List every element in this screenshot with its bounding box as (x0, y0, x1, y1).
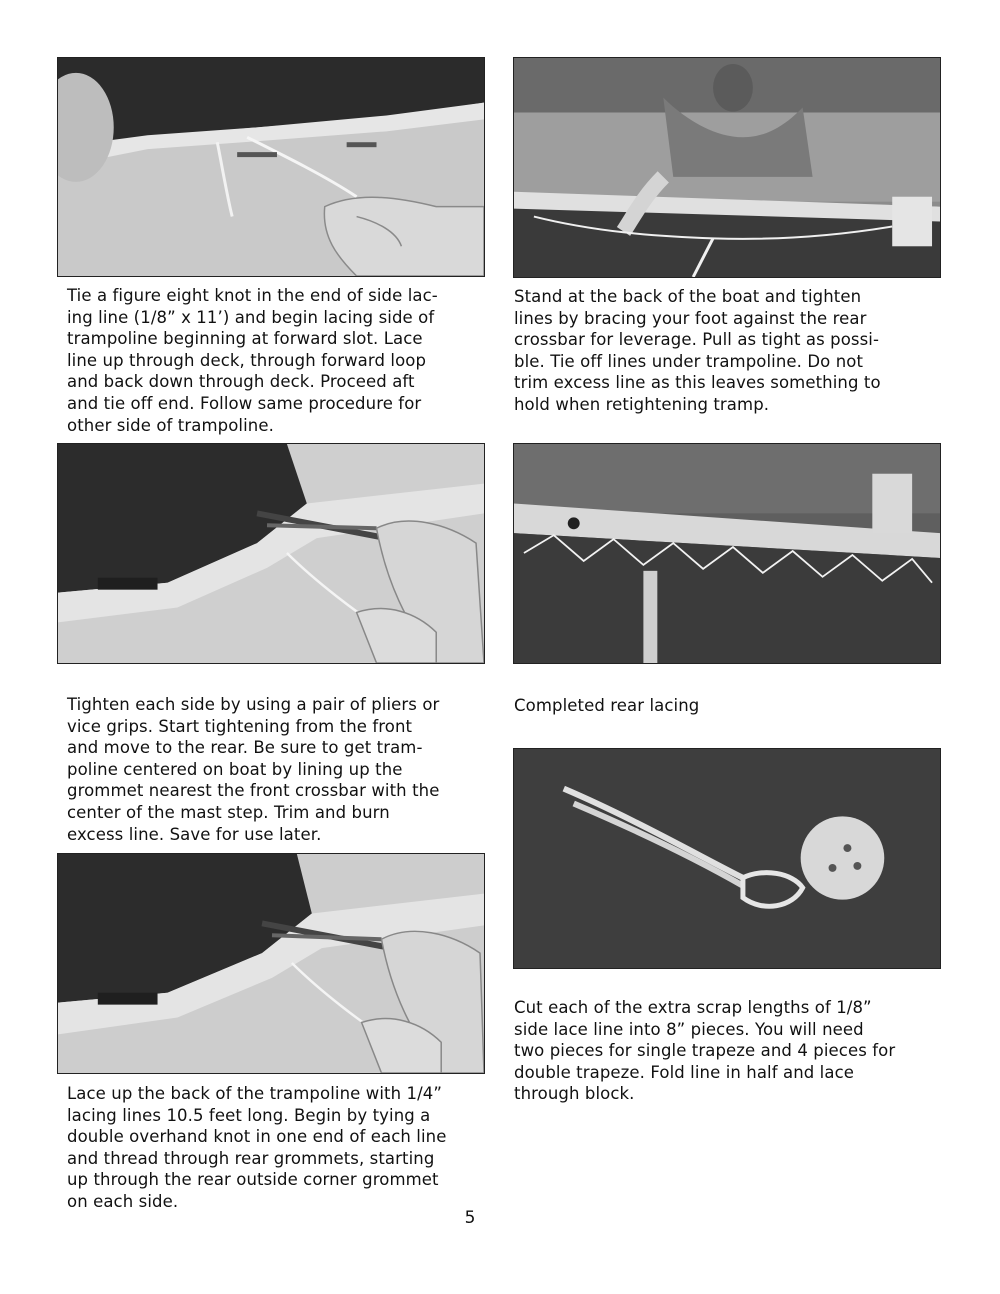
photo-tighten-with-pliers (57, 443, 485, 664)
photo-lace-up-back (57, 853, 485, 1074)
caption-completed-rear-lacing: Completed rear lacing (514, 696, 700, 715)
photo-stand-at-back (513, 57, 941, 278)
caption-stand-at-back: Stand at the back of the boat and tighten lines by bracing your foot against the rear crossbar for leverage. Pull as tight as possi- ble. Tie off lines under trampoline. Do not trim excess line as this leaves something to hold when retightening tramp. (514, 287, 881, 414)
photo-trapeze-block (513, 748, 941, 969)
photo-figure-eight-knot (57, 57, 485, 277)
photo-completed-rear-lacing (513, 443, 941, 664)
caption-tighten-with-pliers: Tighten each side by using a pair of pliers or vice grips. Start tightening from the front and move to the rear. Be sure to get tram- poline centered on boat by lining up the grommet nearest the front crossbar with the center of the mast step. Trim and burn excess line. Save for use later. (67, 695, 440, 844)
page-number: 5 (464, 1208, 476, 1228)
caption-figure-eight-knot: Tie a figure eight knot in the end of side lac- ing line (1/8” x 11’) and begin lacing side of trampoline beginning at forward slot. Lace line up through deck, through forward loop and back down through deck. Proceed aft and tie off end. Follow same procedure for other side of trampoline. (67, 286, 438, 435)
caption-lace-up-back: Lace up the back of the trampoline with 1/4” lacing lines 10.5 feet long. Begin by tying a double overhand knot in one end of each line and thread through rear grommets, starting up through the rear outside corner grommet on each side. (67, 1084, 447, 1211)
caption-cut-scrap-lengths: Cut each of the extra scrap lengths of 1/8” side lace line into 8” pieces. You will need two pieces for single trapeze and 4 pieces for double trapeze. Fold line in half and lace through block. (514, 998, 896, 1104)
